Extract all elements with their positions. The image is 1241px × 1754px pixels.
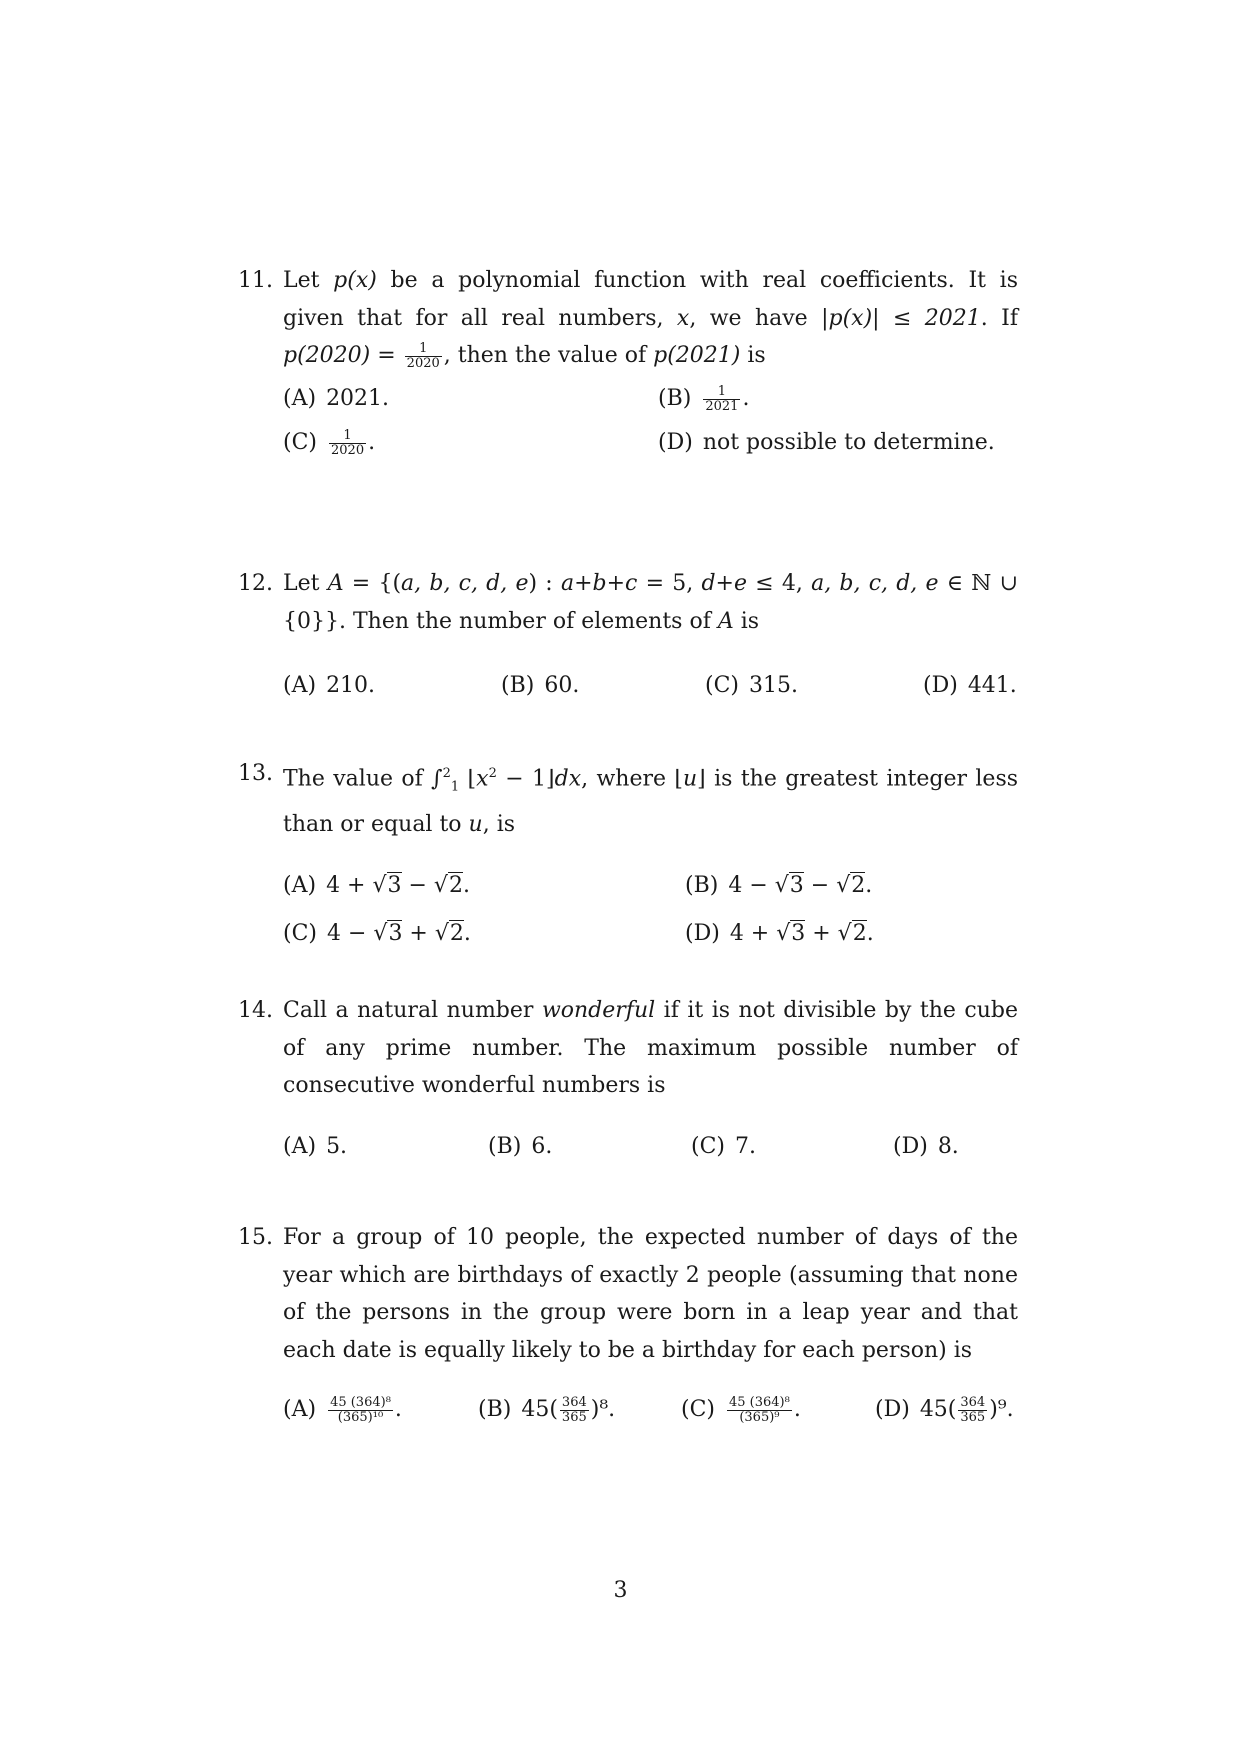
page-number: 3 xyxy=(613,1578,628,1603)
option-c[interactable]: (C) 315. xyxy=(705,673,798,698)
question-text: Call a natural number wonderful if it is not divisible by the cube of any prime number. The maximum possible number of consecutive wonderful numbers is xyxy=(283,998,1018,1098)
option-b[interactable]: (B) 6. xyxy=(488,1134,553,1159)
option-d[interactable]: (D) 441. xyxy=(923,673,1017,698)
option-b[interactable]: (B) 45( $\frac{364}{365}$ )⁸. xyxy=(478,1394,616,1425)
question-13 xyxy=(238,755,1019,946)
question-text: The value of ∫$^2_1$ $⌊x^2$ − 1⌋dx, where ⌊u⌋ is the greatest integer less than or equal to u, is xyxy=(283,766,1019,838)
fraction: $\frac{1}{2020}$ xyxy=(406,340,440,371)
question-number: 13. xyxy=(238,761,273,786)
question-11 xyxy=(238,262,1018,458)
question-12 xyxy=(238,565,1019,698)
option-a[interactable]: (A) $\frac{\text{45 (364)⁸}}{\text{(365)¹⁰}}$ . xyxy=(283,1394,402,1425)
option-a[interactable]: (A) 210. xyxy=(283,673,376,698)
option-d[interactable]: (D) not possible to determine. xyxy=(658,430,995,455)
option-c[interactable]: (C) 4 − √3 + √2. xyxy=(283,921,471,946)
option-a[interactable]: (A) 4 + √3 − √2. xyxy=(283,873,470,898)
option-b[interactable]: (B) 60. xyxy=(501,673,580,698)
question-text: Let A = {(a, b, c, d, e) : a+b+c = 5, d+e ≤ 4, a, b, c, d, e ∈ ℕ ∪ {0}}. Then the number of elements of A is xyxy=(283,571,1019,634)
question-text: Let p(x) be a polynomial function with real coefficients. It is given that for all real numbers, x, we have |p(x)| ≤ 2021. If p(2020) = $\frac{1}{2020}$ , then the value of p(2021) is xyxy=(283,268,1018,371)
option-c[interactable]: (C) 7. xyxy=(691,1134,756,1159)
option-d[interactable]: (D) 4 + √3 + √2. xyxy=(685,921,874,946)
question-number: 15. xyxy=(238,1225,273,1250)
option-a[interactable]: (A) 5. xyxy=(283,1134,348,1159)
option-b[interactable]: (B) 4 − √3 − √2. xyxy=(685,873,873,898)
option-a[interactable]: (A) 2021. xyxy=(283,386,390,411)
question-number: 11. xyxy=(238,268,273,293)
question-14 xyxy=(238,992,1018,1159)
question-number: 14. xyxy=(238,998,273,1023)
option-d[interactable]: (D) 8. xyxy=(893,1134,959,1159)
option-d[interactable]: (D) 45( $\frac{364}{365}$ )⁹. xyxy=(875,1394,1014,1425)
option-c[interactable]: (C) $\frac{\text{45 (364)⁸}}{\text{(365)⁹}}$ . xyxy=(681,1394,801,1425)
question-15 xyxy=(238,1219,1018,1425)
option-b[interactable]: (B) $\frac{1}{2021}$ . xyxy=(658,383,750,414)
question-number: 12. xyxy=(238,571,273,596)
question-text: For a group of 10 people, the expected number of days of the year which are birthdays of exactly 2 people (assuming that none of the persons in the group were born in a leap year and that each date is equally likely to be a birthday for each person) is xyxy=(283,1225,1018,1363)
option-c[interactable]: (C) $\frac{1}{2020}$ . xyxy=(283,427,376,458)
